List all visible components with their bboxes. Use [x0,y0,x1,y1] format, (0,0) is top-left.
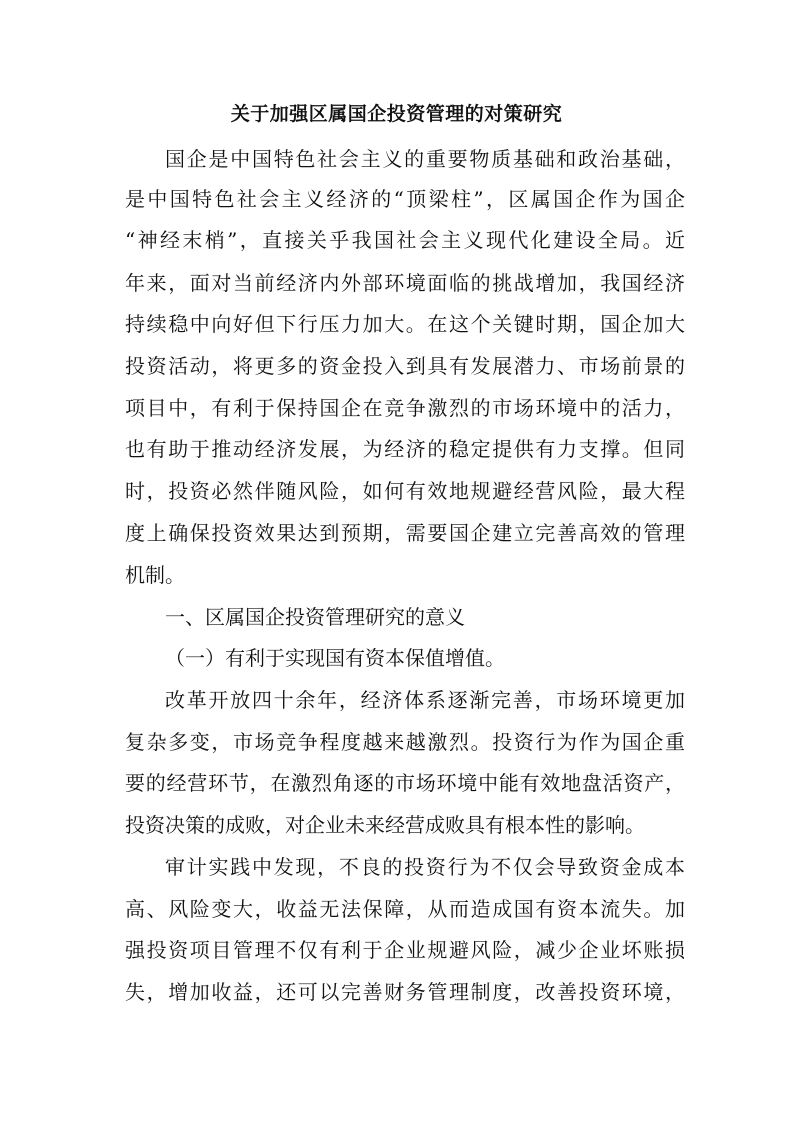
paragraph-line: 失，增加收益，还可以完善财务管理制度，改善投资环境， [125,980,685,1004]
paragraph-line: 改革开放四十余年，经济体系逐渐完善，市场环境更加 [165,688,685,712]
paragraph-line: 度上确保投资效果达到预期，需要国企建立完善高效的管理 [125,521,685,545]
paragraph-line: 项目中，有利于保持国企在竞争激烈的市场环境中的活力， [125,396,685,420]
paragraph-line: 要的经营环节，在激烈角逐的市场环境中能有效地盘活资产， [125,771,685,795]
paragraph-line: 持续稳中向好但下行压力加大。在这个关键时期，国企加大 [125,312,685,336]
paragraph-line: 时，投资必然伴随风险，如何有效地规避经营风险，最大程 [125,479,685,503]
paragraph-line: 复杂多变，市场竞争程度越来越激烈。投资行为作为国企重 [125,730,685,754]
paragraph-line: 强投资项目管理不仅有利于企业规避风险，减少企业坏账损 [125,938,685,962]
paragraph-line: 是中国特色社会主义经济的“顶梁柱”，区属国企作为国企 [125,187,685,211]
section-heading: 一、区属国企投资管理研究的意义 [165,605,465,629]
paragraph-line: 投资活动，将更多的资金投入到具有发展潜力、市场前景的 [125,354,685,378]
paragraph-line: 审计实践中发现，不良的投资行为不仅会导致资金成本 [165,855,685,879]
paragraph-line: 高、风险变大，收益无法保障，从而造成国有资本流失。加 [125,897,685,921]
paragraph-line: 年来，面对当前经济内外部环境面临的挑战增加，我国经济 [125,271,685,295]
paragraph-line: 国企是中国特色社会主义的重要物质基础和政治基础， [165,147,685,171]
paragraph-line: “神经末梢”，直接关乎我国社会主义现代化建设全局。近 [125,228,685,252]
paragraph-line: 也有助于推动经济发展，为经济的稳定提供有力支撑。但同 [125,437,685,461]
subsection-heading: （一）有利于实现国有资本保值增值。 [165,646,505,670]
paragraph-line: 机制。 [125,563,185,587]
document-title: 关于加强区属国企投资管理的对策研究 [230,103,563,125]
paragraph-line: 投资决策的成败，对企业未来经营成败具有根本性的影响。 [125,813,645,837]
